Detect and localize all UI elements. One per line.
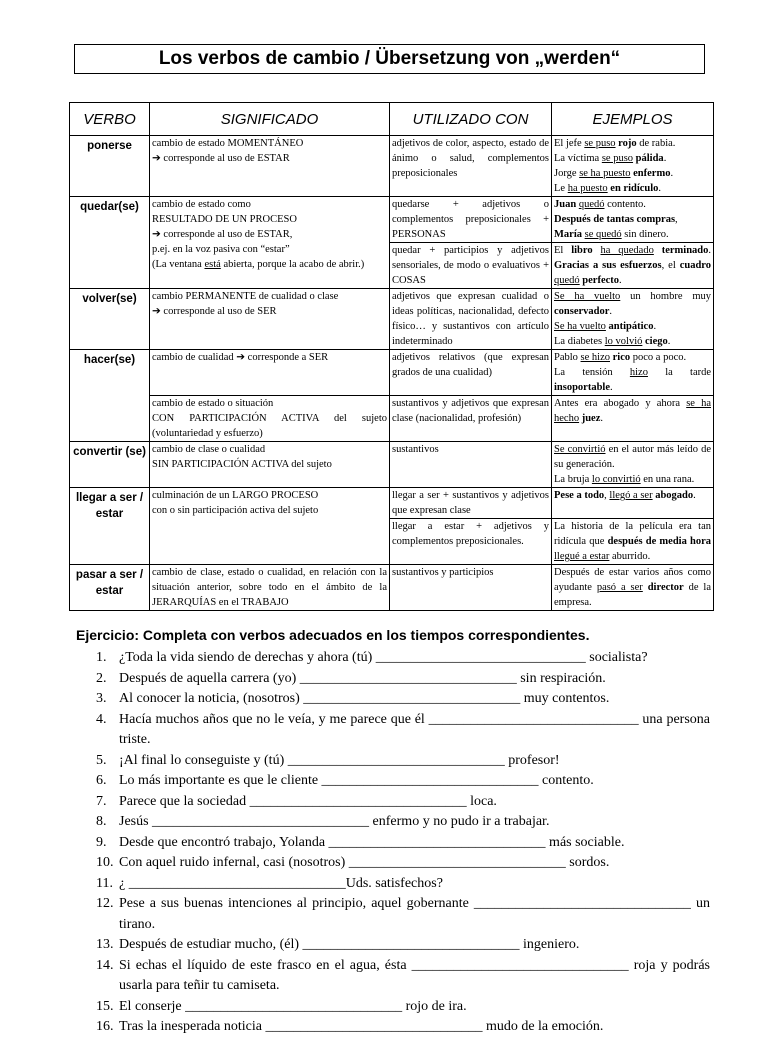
exercise-item xyxy=(96,648,710,669)
significado-cell xyxy=(150,350,390,396)
exercise-item xyxy=(96,751,710,772)
item-number: 2. xyxy=(96,670,107,686)
significado-cell xyxy=(150,442,390,488)
utilizado-cell: sustantivos y participios xyxy=(390,565,552,611)
utilizado-cell: llegar a ser + sustantivos y adjetivos que expresan clase xyxy=(390,488,552,519)
exercise-item xyxy=(96,792,710,813)
item-text: Tras la inesperada noticia _______________________________ mudo de la emoción. xyxy=(119,1019,604,1034)
utilizado-cell: sustantivos xyxy=(390,442,552,488)
item-text: ¿ _______________________________Uds. satisfechos? xyxy=(119,875,443,891)
exercise-item xyxy=(96,771,710,792)
text-line: culminación de un LARGO PROCESO xyxy=(152,490,319,501)
example-line: Después de tantas compras, xyxy=(554,214,678,225)
header-verbo: VERBO xyxy=(70,103,150,136)
example-line: Pablo se hizo rico poco a poco. xyxy=(554,352,687,363)
exercise-title: Ejercicio: Completa con verbos adecuados en los tiempos correspondientes. xyxy=(76,627,590,643)
ejemplos-cell xyxy=(552,289,714,350)
example-line: La tensión hizo la tarde insoportable. xyxy=(554,367,712,393)
text-line: (La ventana está abierta, porque la acabo de abrir.) xyxy=(152,259,365,270)
item-number: 11. xyxy=(96,875,113,891)
utilizado-cell: llegar a estar + adjetivos y complementos preposicionales. xyxy=(390,519,552,565)
table-row xyxy=(70,396,714,442)
text-line: SIN PARTICIPACIÓN ACTIVA del sujeto xyxy=(152,459,332,470)
item-number: 14. xyxy=(96,957,114,973)
exercise-item xyxy=(96,689,710,710)
item-text: El conserje _______________________________ rojo de ira. xyxy=(119,998,467,1014)
text-line: ➔ corresponde al uso de ESTAR xyxy=(152,153,290,164)
table-row xyxy=(70,289,714,350)
ejemplos-cell xyxy=(552,442,714,488)
example-line: La víctima se puso pálida. xyxy=(554,153,667,164)
item-text: Después de estudiar mucho, (él) _______________________________ ingeniero. xyxy=(119,937,580,952)
item-text: Desde que encontró trabajo, Yolanda _______________________________ más sociable. xyxy=(119,834,625,850)
verbs-table xyxy=(69,102,714,611)
item-number: 4. xyxy=(96,711,107,727)
item-number: 5. xyxy=(96,752,107,768)
verb-cell: llegar a ser / estar xyxy=(70,488,150,565)
item-text: Parece que la sociedad _______________________________ loca. xyxy=(119,793,497,809)
significado-cell: cambio de clase, estado o cualidad, en relación con la situación anterior, sobre todo en el ámbito de la JERARQUÍAS en el TRABAJO xyxy=(150,565,390,611)
example-line: Jorge se ha puesto enfermo. xyxy=(554,168,674,179)
utilizado-cell: adjetivos de color, aspecto, estado de ánimo o salud, complementos preposicionales xyxy=(390,136,552,197)
exercise-list xyxy=(96,648,710,1038)
ejemplos-cell xyxy=(552,350,714,396)
utilizado-cell: quedarse + adjetivos o complementos preposicionales + PERSONAS xyxy=(390,197,552,243)
verb-cell: pasar a ser / estar xyxy=(70,565,150,611)
example-line: La bruja lo convirtió en una rana. xyxy=(554,474,695,485)
ejemplos-cell: La historia de la película era tan ridícula que después de media hora llegué a estar aburrido. xyxy=(552,519,714,565)
exercise-item xyxy=(96,833,710,854)
item-number: 7. xyxy=(96,793,107,809)
item-text: Después de aquella carrera (yo) _______________________________ sin respiración. xyxy=(119,670,606,686)
example-line: La diabetes lo volvió ciego. xyxy=(554,336,671,347)
example-line: Se ha vuelto un hombre muy conservador. xyxy=(554,291,711,317)
utilizado-cell: sustantivos y adjetivos que expresan clase (nacionalidad, profesión) xyxy=(390,396,552,442)
table-row xyxy=(70,197,714,243)
text-line: cambio de clase o cualidad xyxy=(152,444,266,455)
example-line: Le ha puesto en ridículo. xyxy=(554,183,662,194)
page-title: Los verbos de cambio / Übersetzung von „werden“ xyxy=(74,44,705,74)
header-ejemplos: EJEMPLOS xyxy=(552,103,714,136)
exercise-item xyxy=(96,956,710,997)
text-line: RESULTADO DE UN PROCESO xyxy=(152,214,297,225)
table-row xyxy=(70,442,714,488)
exercise-item xyxy=(96,669,710,690)
item-number: 6. xyxy=(96,773,107,788)
text-line: p.ej. en la voz pasiva con “estar” xyxy=(152,244,290,255)
verb-cell: hacer(se) xyxy=(70,350,150,442)
text-line: cambio de estado MOMENTÁNEO xyxy=(152,138,304,149)
table-header-row xyxy=(70,103,714,136)
ejemplos-cell: El libro ha quedado terminado. Gracias a sus esfuerzos, el cuadro quedó perfecto. xyxy=(552,243,714,289)
item-text: Hacía muchos años que no le veía, y me parece que él ______________________________ una persona triste. xyxy=(119,711,710,747)
text-line: cambio PERMANENTE de cualidad o clase xyxy=(152,291,339,302)
ejemplos-cell: Antes era abogado y ahora se ha hecho juez. xyxy=(552,396,714,442)
significado-cell xyxy=(150,488,390,565)
item-text: ¡Al final lo conseguiste y (tú) _______________________________ profesor! xyxy=(119,752,560,768)
example-line: Juan quedó contento. xyxy=(554,199,646,210)
exercise-item xyxy=(96,894,710,935)
significado-cell xyxy=(150,289,390,350)
item-number: 1. xyxy=(96,650,107,665)
item-number: 15. xyxy=(96,998,114,1014)
text-line: cambio de estado como xyxy=(152,199,251,210)
example-line: María se quedó sin dinero. xyxy=(554,229,669,240)
item-number: 9. xyxy=(96,834,107,850)
item-number: 16. xyxy=(96,1019,114,1034)
significado-cell xyxy=(150,396,390,442)
text-line: CON PARTICIPACIÓN ACTIVA del sujeto (voluntariedad y esfuerzo) xyxy=(152,413,387,439)
ejemplos-cell xyxy=(552,197,714,243)
text-line: ➔ corresponde al uso de ESTAR, xyxy=(152,229,293,240)
exercise-item xyxy=(96,812,710,833)
exercise-item xyxy=(96,874,710,895)
text-line: cambio de cualidad ➔ corresponde a SER xyxy=(152,352,329,363)
verb-cell: convertir (se) xyxy=(70,442,150,488)
ejemplos-cell xyxy=(552,136,714,197)
table-row xyxy=(70,565,714,611)
significado-cell xyxy=(150,136,390,197)
header-significado: SIGNIFICADO xyxy=(150,103,390,136)
exercise-item xyxy=(96,935,710,956)
item-text: ¿Toda la vida siendo de derechas y ahora (tú) ______________________________ socialista? xyxy=(119,650,648,665)
example-line: El jefe se puso rojo de rabia. xyxy=(554,138,676,149)
item-text: Si echas el líquido de este frasco en el agua, ésta _______________________________ roja y podrás usarla para teñir tu camiseta. xyxy=(119,957,710,993)
example-line: Se ha vuelto antipático. xyxy=(554,321,657,332)
text-line: cambio de estado o situación xyxy=(152,398,274,409)
exercise-item xyxy=(96,853,710,874)
ejemplos-cell: Pese a todo, llegó a ser abogado. xyxy=(552,488,714,519)
item-text: Pese a sus buenas intenciones al principio, aquel gobernante _______________________________ un tirano. xyxy=(119,896,710,932)
table-row xyxy=(70,488,714,519)
verb-cell: volver(se) xyxy=(70,289,150,350)
item-text: Al conocer la noticia, (nosotros) _______________________________ muy contentos. xyxy=(119,691,610,706)
ejemplos-cell: Después de estar varios años como ayudante pasó a ser director de la empresa. xyxy=(552,565,714,611)
exercise-item xyxy=(96,997,710,1018)
item-text: Con aquel ruido infernal, casi (nosotros) _______________________________ sordos. xyxy=(119,855,610,870)
table-row xyxy=(70,350,714,396)
text-line: con o sin participación activa del sujeto xyxy=(152,505,319,516)
significado-cell xyxy=(150,197,390,289)
item-text: Jesús _______________________________ enfermo y no pudo ir a trabajar. xyxy=(119,814,550,829)
example-line: Se convirtió en el autor más leído de su generación. xyxy=(554,444,711,470)
utilizado-cell: adjetivos que expresan cualidad o ideas políticas, nacionalidad, defecto físico… y sustantivos con artículo indeterminado xyxy=(390,289,552,350)
item-text: Lo más importante es que le cliente _______________________________ contento. xyxy=(119,773,594,788)
item-number: 12. xyxy=(96,896,114,911)
verb-cell: ponerse xyxy=(70,136,150,197)
utilizado-cell: quedar + participios y adjetivos sensoriales, de modo o evaluativos + COSAS xyxy=(390,243,552,289)
header-utilizado: UTILIZADO CON xyxy=(390,103,552,136)
verb-cell: quedar(se) xyxy=(70,197,150,289)
utilizado-cell: adjetivos relativos (que expresan grados de una cualidad) xyxy=(390,350,552,396)
table-row xyxy=(70,136,714,197)
exercise-item xyxy=(96,1017,710,1038)
item-number: 13. xyxy=(96,937,114,952)
exercise-item xyxy=(96,710,710,751)
item-number: 10. xyxy=(96,855,114,870)
item-number: 3. xyxy=(96,691,107,706)
text-line: ➔ corresponde al uso de SER xyxy=(152,306,277,317)
item-number: 8. xyxy=(96,814,107,829)
